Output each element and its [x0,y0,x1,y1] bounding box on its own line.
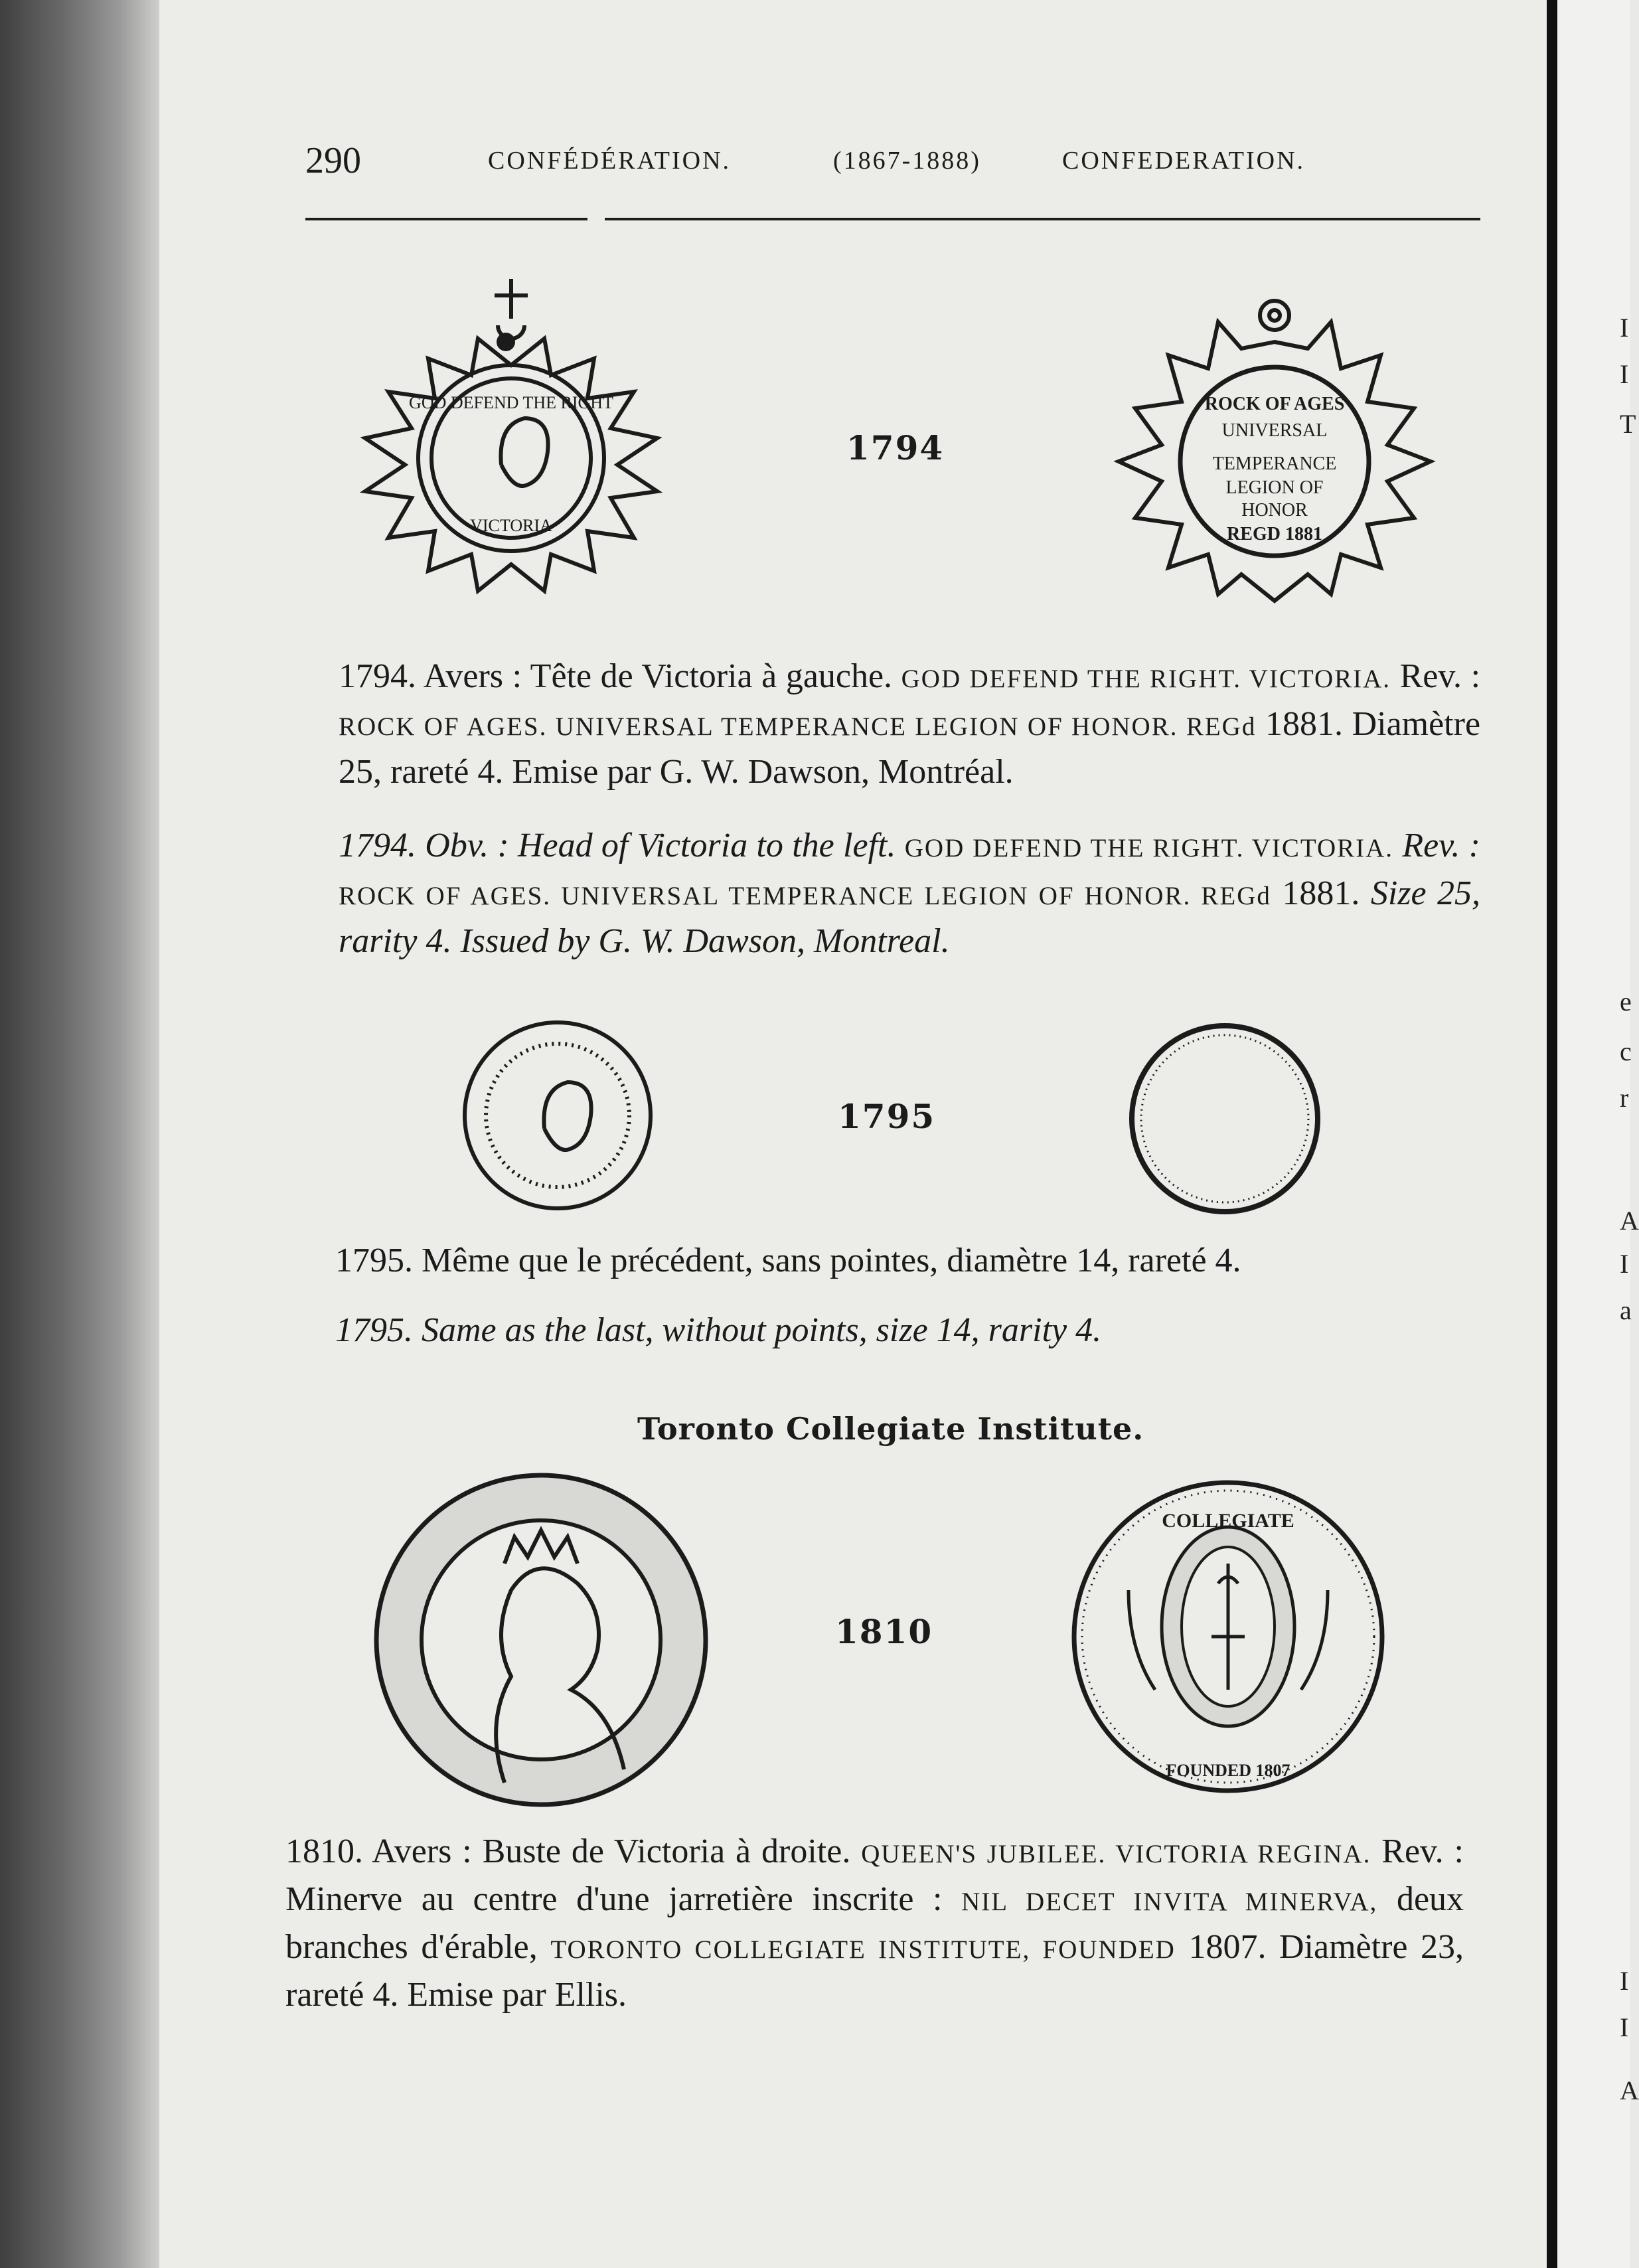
entry-tail: 1881. Diamètre 25, rareté 4. Emise par G. W. Dawson, Montréal. [339,705,1481,791]
running-title-fr: CONFÉDÉRATION. [488,147,732,175]
reverse-legend-bottom: FOUNDED 1807 [1166,1761,1290,1780]
facing-page-letter: I [1620,1966,1629,1996]
legend-text: TORONTO COLLEGIATE INSTITUTE, FOUNDED [550,1935,1176,1964]
section-title: Toronto Collegiate Institute. [637,1411,1144,1447]
entry-lead: 1810. Avers : Buste de Victoria à droite. [285,1832,851,1870]
facing-page-letter: I [1620,313,1629,343]
entry-1795-french: 1795. Même que le précédent, sans pointes, diamètre 14, rareté 4. [335,1242,1241,1279]
reverse-legend-top: COLLEGIATE [1162,1510,1294,1532]
legend-text: GOD DEFEND THE RIGHT. VICTORIA. [904,834,1394,862]
facing-page-letter: A [1620,2075,1639,2105]
running-title-en: CONFEDERATION. [1062,147,1306,175]
entry-number-1810: 1810 [835,1612,933,1651]
medal-legend-obverse-bottom: VICTORIA [470,516,552,535]
entry-1794-english [339,823,1480,964]
facing-page-letter: e [1620,987,1632,1016]
reverse-legend-line: ROCK OF AGES [1204,394,1345,414]
medal-1794-reverse [1095,262,1454,647]
medal-1794-obverse [332,266,690,637]
facing-page-letter: I [1620,2012,1629,2042]
book-spine [0,0,159,2268]
legend-text: QUEEN'S JUBILEE. VICTORIA REGINA. [861,1840,1371,1868]
reverse-label: Rev. : [1399,657,1481,695]
entry-number-1795: 1795 [838,1097,936,1136]
reverse-legend-line: TEMPERANCE [1212,453,1337,474]
facing-page-letter: T [1620,409,1636,439]
reverse-legend-line: UNIVERSAL [1221,420,1328,441]
legend-text: NIL DECET INVITA MINERVA, [961,1888,1378,1916]
entry-tail: 1881. [1282,874,1360,912]
reverse-label: Rev. : Minerve au centre d'une jarretière inscrite : [285,1832,1464,1918]
entry-tail-italic: Size 25, rarity 4. Issued by G. W. Dawson, Montreal. [339,874,1481,960]
header-rule [305,218,1480,220]
medal-1810-obverse [372,1471,710,1809]
medal-1795-reverse [1125,1019,1324,1218]
facing-page-letter: I [1620,359,1629,389]
entry-1810-french [285,1829,1464,2018]
legend-text: ROCK OF AGES. UNIVERSAL TEMPERANCE LEGION OF HONOR. REGd [339,882,1271,910]
entry-mid: deux branches d'érable, [285,1880,1464,1966]
reverse-legend-line: REGD 1881 [1227,524,1322,544]
facing-page-letter: a [1620,1295,1632,1325]
entry-1795-english: 1795. Same as the last, without points, size 14, rarity 4. [335,1311,1102,1349]
page-number: 290 [305,140,361,181]
entry-1794-french [339,654,1480,795]
page-gutter [1547,0,1557,2268]
medal-legend-obverse: GOD DEFEND THE RIGHT [409,393,613,412]
facing-page-letter: I [1620,1249,1629,1279]
legend-text: GOD DEFEND THE RIGHT. VICTORIA. [901,665,1391,693]
medal-1795-obverse [451,1016,664,1215]
reverse-label: Rev. : [1402,827,1481,864]
facing-page-letter: A [1620,1206,1639,1236]
facing-page-letter: c [1620,1036,1632,1066]
legend-text: ROCK OF AGES. UNIVERSAL TEMPERANCE LEGION OF HONOR. REGd [339,712,1257,741]
facing-page-letter: r [1620,1083,1629,1113]
medal-1810-reverse [1069,1471,1387,1803]
entry-tail: 1807. Diamètre 23, rareté 4. Emise par Ellis. [285,1928,1464,2014]
reverse-legend-line: LEGION OF [1225,477,1324,498]
running-period: (1867-1888) [833,147,981,175]
entry-number-1794: 1794 [846,428,945,467]
reverse-legend-line: HONOR [1241,500,1308,521]
entry-lead: 1794. Obv. : Head of Victoria to the left. [339,827,896,864]
entry-lead: 1794. Avers : Tête de Victoria à gauche. [339,657,893,695]
